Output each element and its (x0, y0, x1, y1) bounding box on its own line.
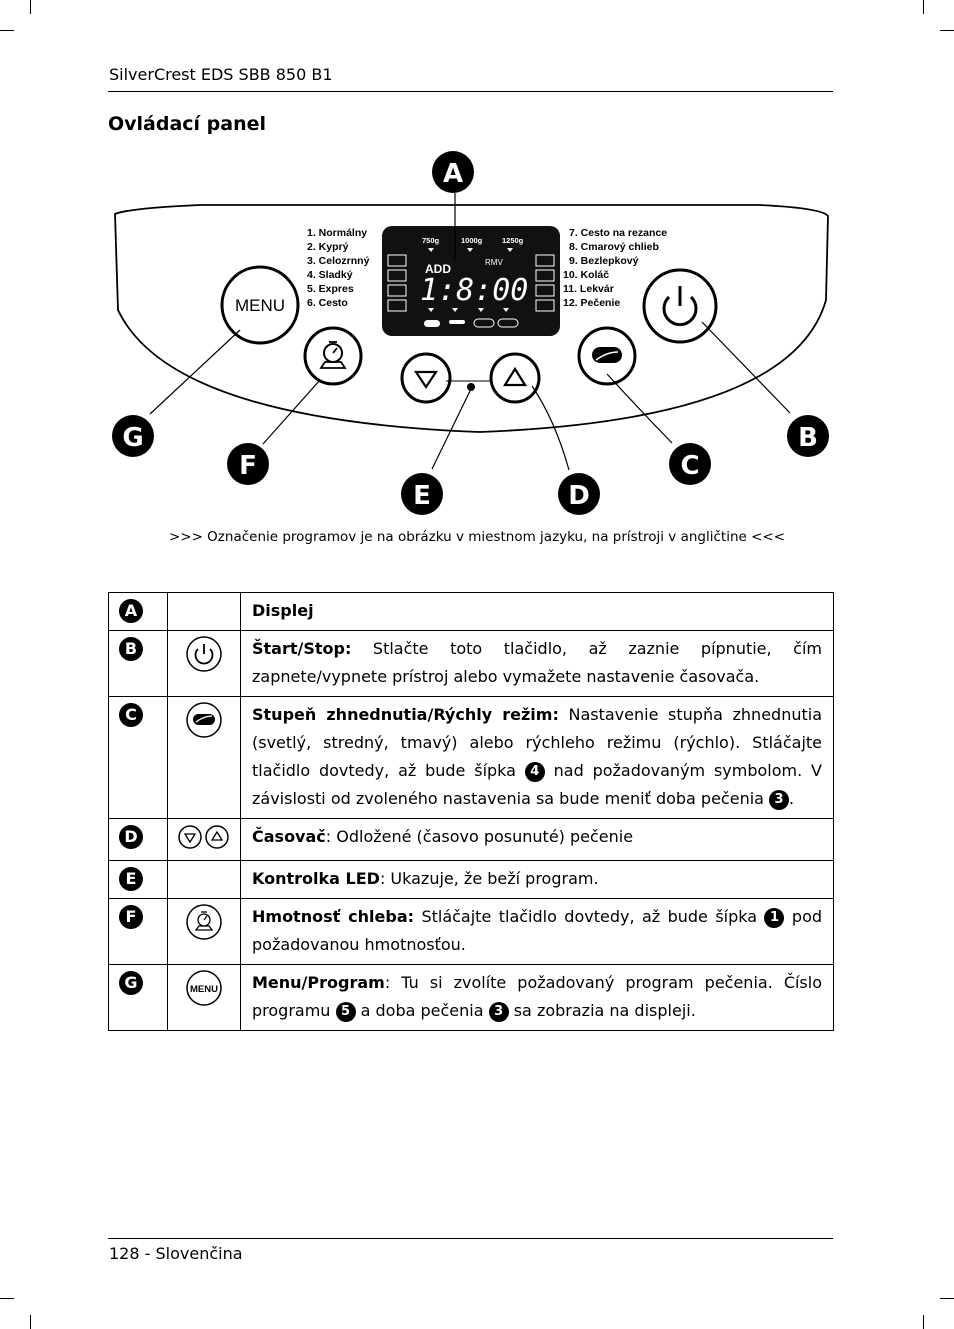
display-weight-1250: 1250g (502, 236, 524, 245)
legend-description: . (789, 789, 795, 808)
program-1: 1. Normálny (307, 227, 368, 239)
legend-label: Stupeň zhnednutia/Rýchly režim: (252, 705, 559, 724)
legend-description: : Tu si zvolíte požadovaný program pečenia. Číslo programu (252, 973, 822, 1020)
legend-row (109, 697, 834, 819)
legend-letter-badge: D (119, 825, 143, 849)
crust-icon (185, 724, 223, 743)
legend-row (109, 965, 834, 1031)
svg-text:E: E (413, 481, 431, 511)
program-2: 2. Kyprý (307, 241, 349, 253)
svg-text:C: C (680, 451, 700, 481)
display-digits: 1:8:00 (420, 273, 529, 308)
svg-text:G: G (122, 423, 144, 453)
legend-label: Menu/Program (252, 973, 385, 992)
svg-text:MENU: MENU (234, 296, 286, 315)
svg-text:B: B (798, 423, 818, 453)
reference-number-badge: 3 (489, 1002, 509, 1022)
reference-number-badge: 3 (769, 790, 789, 810)
legend-letter-badge: C (119, 703, 143, 727)
legend-letter-badge: B (119, 637, 143, 661)
program-8: 8. Cmarový chlieb (569, 241, 659, 253)
program-9: 9. Bezlepkový (569, 255, 639, 267)
legend-description: : Ukazuje, že beží program. (379, 869, 599, 888)
power-button[interactable] (644, 270, 716, 342)
legend-description: : Odložené (časovo posunuté) pečenie (325, 827, 634, 846)
legend-row (109, 861, 834, 899)
svg-text:F: F (239, 451, 257, 481)
timer-arrows-icon (177, 836, 231, 855)
legend-label: Displej (252, 601, 314, 620)
legend-label: Štart/Stop: (252, 639, 352, 658)
weight-button[interactable] (305, 328, 361, 384)
legend-description: nad požadovaným symbolom. V závislosti od zvoleného nastavenia sa bude meniť doba pečenia (252, 761, 822, 808)
footer-text: 128 - Slovenčina (109, 1244, 243, 1263)
display-weights (422, 236, 524, 245)
page-footer (108, 1238, 833, 1263)
reference-number-badge: 5 (336, 1002, 356, 1022)
program-12: 12. Pečenie (563, 297, 621, 309)
legend-letter-badge: A (119, 599, 143, 623)
callout-d (558, 473, 600, 515)
program-11: 11. Lekvár (563, 283, 614, 295)
reference-number-badge: 4 (525, 762, 545, 782)
program-3: 3. Celozrnný (307, 255, 370, 267)
svg-text:D: D (568, 481, 590, 511)
legend-row (109, 819, 834, 861)
callout-g (112, 415, 154, 457)
legend-description: Nastavenie stupňa zhnednutia (svetlý, stredný, tmavý) alebo rýchleho režimu (rýchlo). Stláčajte tlačidlo dovtedy, až bude šípka (252, 705, 822, 780)
reference-number-badge: 1 (764, 908, 784, 928)
control-panel-diagram (0, 0, 954, 560)
status-led (467, 383, 475, 391)
legend-description: Stláčajte tlačidlo dovtedy, až bude šípka (414, 907, 765, 926)
callout-e (401, 473, 443, 515)
program-4: 4. Sladký (307, 269, 353, 281)
legend-row (109, 899, 834, 965)
legend-letter-badge: F (119, 905, 143, 929)
program-6: 6. Cesto (307, 297, 348, 309)
callout-b (787, 415, 829, 457)
legend-row (109, 593, 834, 631)
callout-c (669, 443, 711, 485)
diagram-caption: >>> Označenie programov je na obrázku v miestnom jazyku, na prístroji v angličtine <<< (168, 529, 786, 545)
crop-mark (30, 1315, 31, 1329)
legend-description: pod požadovanou hmotnosťou. (252, 907, 823, 954)
legend-label: Časovač (252, 827, 326, 846)
menu-icon (185, 984, 223, 1011)
crust-button[interactable] (579, 328, 635, 384)
menu-button[interactable] (222, 267, 298, 343)
legend-table (108, 592, 834, 1031)
menu-icon-text: MENU (190, 984, 218, 995)
display-crust-bar (449, 320, 465, 324)
display-weight-1000: 1000g (461, 236, 483, 245)
timer-down-button[interactable] (402, 354, 450, 402)
display-crust-bar (424, 320, 440, 327)
program-10: 10. Koláč (563, 269, 610, 281)
callout-f (227, 443, 269, 485)
display-weight-750: 750g (422, 236, 440, 245)
legend-letter-badge: E (119, 867, 143, 891)
callout-a (432, 151, 474, 193)
legend-label: Hmotnosť chleba: (252, 907, 415, 926)
display-add: ADD (425, 262, 451, 276)
crop-mark (923, 1315, 924, 1329)
program-list-left (307, 227, 370, 309)
display-rmv: RMV (485, 258, 503, 267)
legend-description: a doba pečenia (355, 1001, 489, 1020)
legend-label: Kontrolka LED (252, 869, 380, 888)
power-icon (185, 658, 223, 677)
legend-description: Stlačte toto tlačidlo, až zaznie pípnutie, čím zapnete/vypnete prístroj alebo vymažete nastavenie časovača. (252, 639, 822, 686)
crop-mark (0, 1298, 14, 1299)
legend-letter-badge: G (119, 971, 143, 995)
section-title: Ovládací panel (108, 113, 267, 135)
timer-up-button[interactable] (491, 354, 539, 402)
svg-text:A: A (442, 159, 464, 189)
program-7: 7. Cesto na rezance (569, 227, 668, 239)
header-title: SilverCrest EDS SBB 850 B1 (109, 65, 333, 84)
legend-description: sa zobrazia na displeji. (508, 1001, 696, 1020)
program-5: 5. Expres (307, 283, 354, 295)
legend-row (109, 631, 834, 697)
crop-mark (940, 1298, 954, 1299)
weight-icon (185, 926, 223, 945)
